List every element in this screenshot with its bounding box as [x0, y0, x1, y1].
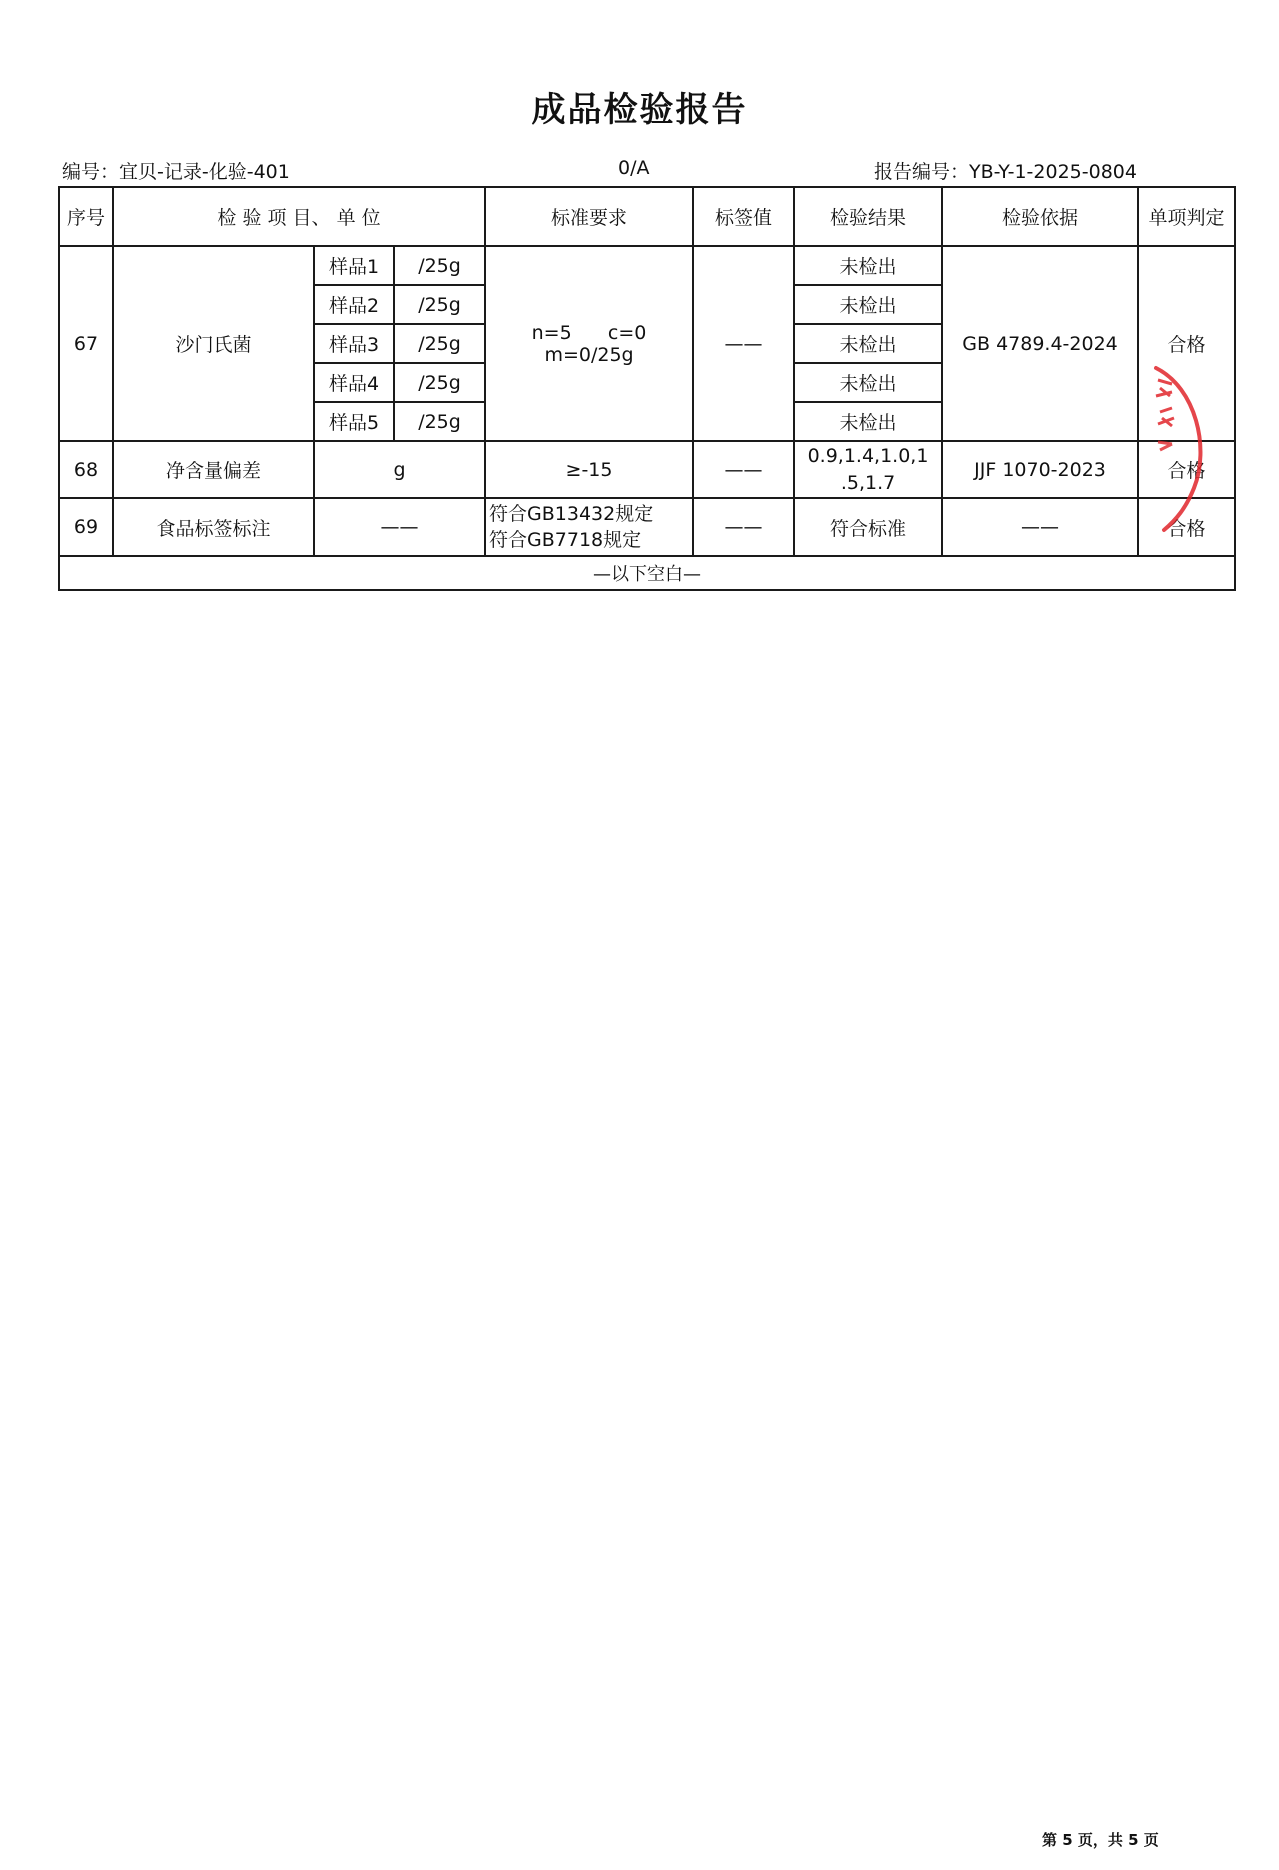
- header-label-value: 标签值: [693, 187, 794, 246]
- sample-unit: /25g: [394, 402, 485, 441]
- row69-standard-line1: 符合GB13432规定: [489, 503, 654, 525]
- row68-item: 净含量偏差: [113, 441, 314, 498]
- page-footer: 第 5 页，共 5 页: [1042, 1831, 1159, 1849]
- row67-standard: [485, 246, 693, 441]
- header-seq: 序号: [59, 187, 113, 246]
- row68-seq: 68: [59, 441, 113, 498]
- report-title: 成品检验报告: [531, 90, 748, 130]
- row67-standard-line1: n=5 c=0: [531, 321, 647, 344]
- header-item-unit: 检 验 项 目、 单 位: [113, 187, 485, 246]
- header-basis: 检验依据: [942, 187, 1138, 246]
- sample-result: 未检出: [794, 285, 942, 324]
- row68-judgment: 合格: [1138, 441, 1235, 498]
- row68-label-value: ——: [693, 441, 794, 498]
- header-result: 检验结果: [794, 187, 942, 246]
- row69-label-value: ——: [693, 498, 794, 556]
- inspection-table: [58, 186, 1236, 591]
- row67-seq: 67: [59, 246, 113, 441]
- header-judgment: 单项判定: [1138, 187, 1235, 246]
- row69-standard: [485, 498, 693, 556]
- row68-unit: g: [314, 441, 485, 498]
- header-standard: 标准要求: [485, 187, 693, 246]
- sample-result: 未检出: [794, 246, 942, 285]
- sample-unit: /25g: [394, 246, 485, 285]
- row67-basis: GB 4789.4-2024: [942, 246, 1138, 441]
- sample-unit: /25g: [394, 324, 485, 363]
- row68-result-line2: .5,1.7: [840, 471, 896, 494]
- report-number: 报告编号：YB-Y-1-2025-0804: [874, 161, 1137, 183]
- end-note: —以下空白—: [59, 556, 1235, 590]
- row69-standard-line2: 符合GB7718规定: [489, 529, 642, 551]
- version-number: 0/A: [618, 157, 650, 179]
- table-row: [59, 246, 1235, 285]
- row69-seq: 69: [59, 498, 113, 556]
- row67-standard-line2: m=0/25g: [544, 343, 634, 366]
- row68-standard: ≥-15: [485, 441, 693, 498]
- sample-name: 样品3: [314, 324, 394, 363]
- sample-unit: /25g: [394, 363, 485, 402]
- table-row: [59, 498, 1235, 556]
- sample-name: 样品1: [314, 246, 394, 285]
- row68-result: [794, 441, 942, 498]
- row69-result: 符合标准: [794, 498, 942, 556]
- record-number: 编号：宜贝-记录-化验-401: [62, 161, 290, 183]
- table-row: [59, 441, 1235, 498]
- table-header-row: [59, 187, 1235, 246]
- row68-basis: JJF 1070-2023: [942, 441, 1138, 498]
- row69-basis: ——: [942, 498, 1138, 556]
- table-end-row: [59, 556, 1235, 590]
- sample-name: 样品5: [314, 402, 394, 441]
- row69-unit: ——: [314, 498, 485, 556]
- row68-result-line1: 0.9,1.4,1.0,1: [807, 444, 929, 467]
- sample-result: 未检出: [794, 402, 942, 441]
- row67-judgment: 合格: [1138, 246, 1235, 441]
- sample-result: 未检出: [794, 324, 942, 363]
- sample-name: 样品2: [314, 285, 394, 324]
- sample-unit: /25g: [394, 285, 485, 324]
- row69-item: 食品标签标注: [113, 498, 314, 556]
- sample-name: 样品4: [314, 363, 394, 402]
- row67-label-value: ——: [693, 246, 794, 441]
- sample-result: 未检出: [794, 363, 942, 402]
- row69-judgment: 合格: [1138, 498, 1235, 556]
- row67-item: 沙门氏菌: [113, 246, 314, 441]
